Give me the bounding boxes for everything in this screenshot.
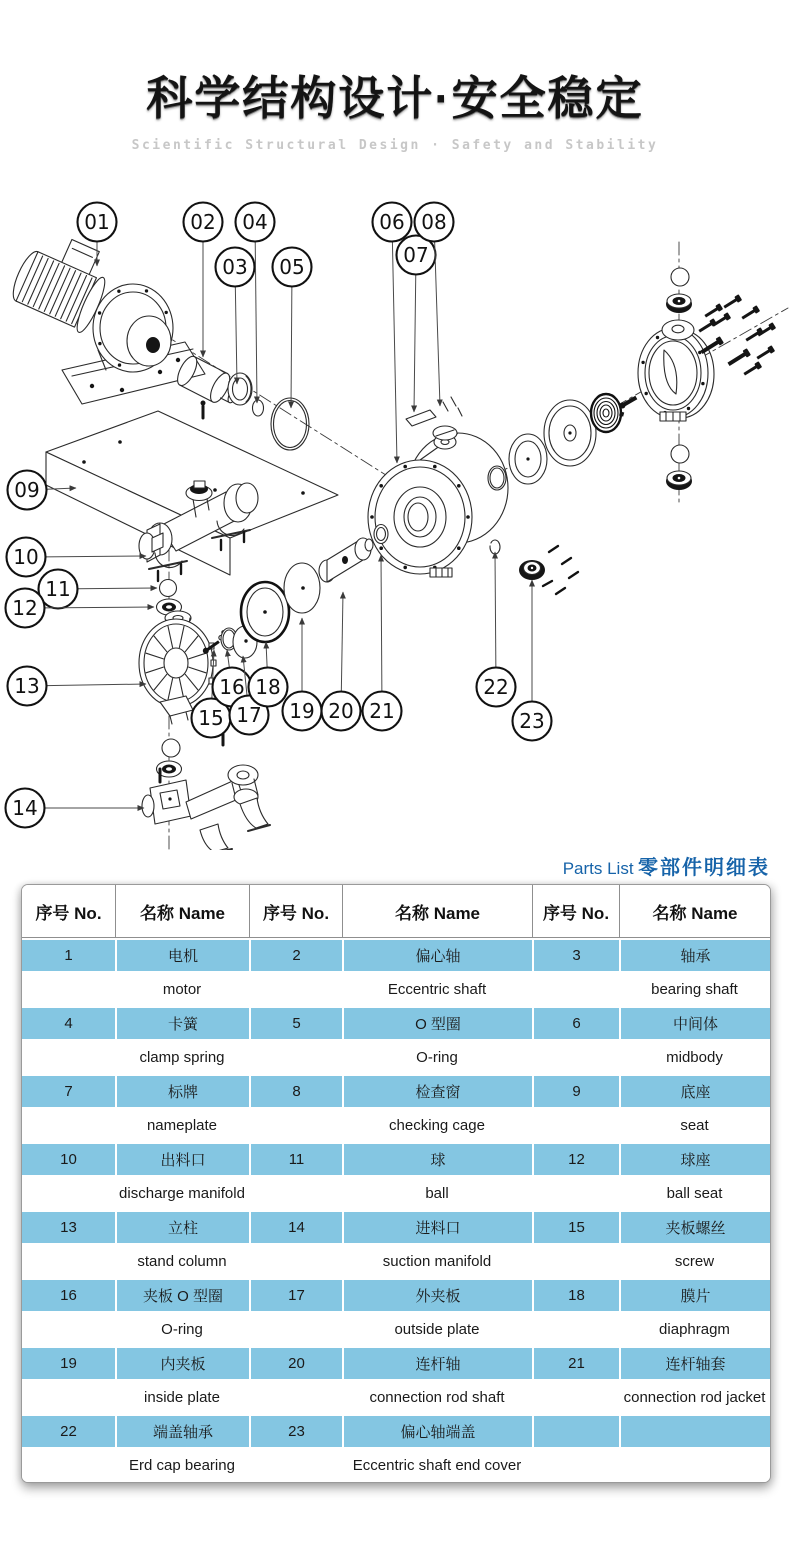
leader-line: [341, 592, 343, 692]
spacer-cell: [532, 972, 619, 1006]
leader-line: [414, 274, 416, 412]
part-name-en-cell: screw: [619, 1244, 770, 1278]
page-title: 科学结构设计·安全稳定: [146, 72, 644, 124]
parts-row-zh: [22, 1278, 770, 1312]
part-number-cell: 1: [22, 938, 115, 972]
part-name-zh-cell: 球: [342, 1142, 532, 1176]
part-name-en-cell: [619, 1448, 770, 1482]
part-name-en-cell: outside plate: [342, 1312, 532, 1346]
balloon-label-22: 22: [483, 675, 509, 699]
part-number-cell: 4: [22, 1006, 115, 1040]
spacer-cell: [249, 1380, 342, 1414]
balloon-label-21: 21: [369, 699, 395, 723]
parts-row-zh: [22, 1346, 770, 1380]
part-name-en-cell: clamp spring: [115, 1040, 249, 1074]
spacer-cell: [22, 1040, 115, 1074]
spacer-cell: [532, 1108, 619, 1142]
part-name-en-cell: Eccentric shaft end cover: [342, 1448, 532, 1482]
part-number-cell: 19: [22, 1346, 115, 1380]
exploded-diagram: [0, 190, 790, 850]
part-name-en-cell: midbody: [619, 1040, 770, 1074]
parts-row-en: [22, 1244, 770, 1278]
balloon-label-13: 13: [14, 674, 40, 698]
part-number-cell: 7: [22, 1074, 115, 1108]
part-name-zh-cell: 夹板螺丝: [619, 1210, 770, 1244]
balloon-label-01: 01: [84, 210, 110, 234]
balloon-label-23: 23: [519, 709, 545, 733]
spacer-cell: [22, 1244, 115, 1278]
part-name-en-cell: ball: [342, 1176, 532, 1210]
outer-casing-drawing: [638, 320, 714, 421]
leader-line: [392, 241, 397, 463]
motor-drawing: [7, 225, 205, 404]
spacer-cell: [22, 1312, 115, 1346]
spacer-cell: [532, 1312, 619, 1346]
ball-drawing: [160, 580, 177, 597]
balloon-label-08: 08: [421, 210, 447, 234]
leader-line: [266, 642, 267, 668]
balloon-label-06: 06: [379, 210, 405, 234]
balloon-label-03: 03: [222, 255, 248, 279]
leader-line: [435, 241, 440, 406]
parts-row-zh: [22, 1414, 770, 1448]
part-name-en-cell: O-ring: [115, 1312, 249, 1346]
part-name-zh-cell: 立柱: [115, 1210, 249, 1244]
part-name-zh-cell: 连杆轴: [342, 1346, 532, 1380]
part-number-cell: 13: [22, 1210, 115, 1244]
part-name-en-cell: connection rod jacket: [619, 1380, 770, 1414]
part-name-zh-cell: 进料口: [342, 1210, 532, 1244]
parts-row-zh: [22, 1142, 770, 1176]
part-number-cell: 17: [249, 1278, 342, 1312]
balloon-label-10: 10: [13, 545, 39, 569]
part-name-zh-cell: 出料口: [115, 1142, 249, 1176]
part-number-cell: [532, 1414, 619, 1448]
part-name-zh-cell: 轴承: [619, 938, 770, 972]
parts-row-zh: [22, 938, 770, 972]
part-name-en-cell: O-ring: [342, 1040, 532, 1074]
part-name-zh-cell: 夹板 O 型圈: [115, 1278, 249, 1312]
leader-line: [45, 556, 146, 557]
balloon-label-05: 05: [279, 255, 305, 279]
header-name-3: 名称 Name: [619, 885, 770, 938]
part-number-cell: 10: [22, 1142, 115, 1176]
parts-row-en: [22, 1176, 770, 1210]
part-name-zh-cell: 检查窗: [342, 1074, 532, 1108]
end-cover-bearing-drawing: [519, 546, 578, 594]
parts-list-label-zh: 零部件明细表: [638, 857, 770, 879]
part-name-en-cell: seat: [619, 1108, 770, 1142]
header-name-2: 名称 Name: [342, 885, 532, 938]
diaphragm-chain-drawing: [488, 394, 641, 490]
part-number-cell: 12: [532, 1142, 619, 1176]
spacer-cell: [249, 1108, 342, 1142]
leader-line: [77, 588, 157, 589]
bearing-drawing: [228, 373, 252, 405]
part-name-zh-cell: 外夹板: [342, 1278, 532, 1312]
balloon-label-14: 14: [12, 796, 38, 820]
balloon-label-18: 18: [255, 675, 281, 699]
part-name-zh-cell: 端盖轴承: [115, 1414, 249, 1448]
balloon-label-04: 04: [242, 210, 268, 234]
part-number-cell: 15: [532, 1210, 619, 1244]
part-name-en-cell: checking cage: [342, 1108, 532, 1142]
part-name-zh-cell: [619, 1414, 770, 1448]
part-name-zh-cell: 偏心轴: [342, 938, 532, 972]
part-number-cell: 20: [249, 1346, 342, 1380]
leader-line: [235, 286, 237, 384]
part-name-zh-cell: 底座: [619, 1074, 770, 1108]
part-number-cell: 14: [249, 1210, 342, 1244]
balloon-label-11: 11: [45, 577, 71, 601]
spacer-cell: [532, 1380, 619, 1414]
spacer-cell: [22, 1176, 115, 1210]
part-number-cell: 6: [532, 1006, 619, 1040]
balloon-label-07: 07: [403, 243, 429, 267]
spacer-cell: [532, 1176, 619, 1210]
part-name-en-cell: suction manifold: [342, 1244, 532, 1278]
balloon-label-15: 15: [198, 706, 224, 730]
balloon-label-16: 16: [219, 675, 245, 699]
header-name-1: 名称 Name: [115, 885, 249, 938]
part-name-zh-cell: 标牌: [115, 1074, 249, 1108]
part-name-zh-cell: 中间体: [619, 1006, 770, 1040]
part-number-cell: 18: [532, 1278, 619, 1312]
leader-line: [495, 552, 496, 668]
spacer-cell: [249, 1176, 342, 1210]
part-name-en-cell: bearing shaft: [619, 972, 770, 1006]
balloon-label-12: 12: [12, 596, 38, 620]
spacer-cell: [249, 1244, 342, 1278]
leader-line: [227, 650, 229, 668]
spacer-cell: [22, 972, 115, 1006]
part-number-cell: 11: [249, 1142, 342, 1176]
part-name-zh-cell: O 型圈: [342, 1006, 532, 1040]
part-number-cell: 3: [532, 938, 619, 972]
part-number-cell: 9: [532, 1074, 619, 1108]
part-number-cell: 8: [249, 1074, 342, 1108]
leader-line: [255, 241, 257, 403]
rod-jacket-drawing: [374, 525, 388, 544]
parts-row-zh: [22, 1074, 770, 1108]
parts-table-panel: [21, 884, 771, 1483]
screws-drawing: [697, 294, 776, 377]
parts-row-en: [22, 1380, 770, 1414]
connection-rod-drawing: [319, 538, 373, 582]
balloon-label-20: 20: [328, 699, 354, 723]
parts-row-en: [22, 1448, 770, 1482]
part-name-en-cell: inside plate: [115, 1380, 249, 1414]
leader-line: [291, 286, 292, 408]
spacer-cell: [22, 1108, 115, 1142]
part-name-zh-cell: 球座: [619, 1142, 770, 1176]
spacer-cell: [249, 1040, 342, 1074]
part-name-en-cell: stand column: [115, 1244, 249, 1278]
spacer-cell: [22, 1448, 115, 1482]
balloon-label-02: 02: [190, 210, 216, 234]
part-number-cell: 16: [22, 1278, 115, 1312]
part-name-en-cell: ball seat: [619, 1176, 770, 1210]
part-name-zh-cell: 偏心轴端盖: [342, 1414, 532, 1448]
spacer-cell: [249, 1312, 342, 1346]
part-name-zh-cell: 膜片: [619, 1278, 770, 1312]
spacer-cell: [532, 1448, 619, 1482]
spacer-cell: [249, 1448, 342, 1482]
part-number-cell: 5: [249, 1006, 342, 1040]
page-subtitle: Scientific Structural Design · Safety and Stability: [131, 138, 659, 153]
part-number-cell: 23: [249, 1414, 342, 1448]
table-header-row: [22, 885, 770, 938]
suction-manifold-drawing: [142, 732, 270, 850]
balloon-label-19: 19: [289, 699, 315, 723]
part-name-en-cell: connection rod shaft: [342, 1380, 532, 1414]
part-name-en-cell: motor: [115, 972, 249, 1006]
spacer-cell: [249, 972, 342, 1006]
leader-line: [381, 555, 382, 692]
end-cap-ring-drawing: [490, 540, 500, 554]
midbody-drawing: [368, 433, 508, 577]
part-name-en-cell: discharge manifold: [115, 1176, 249, 1210]
parts-row-zh: [22, 1210, 770, 1244]
balloon-label-17: 17: [236, 703, 262, 727]
parts-row-en: [22, 972, 770, 1006]
parts-row-en: [22, 1108, 770, 1142]
part-name-en-cell: diaphragm: [619, 1312, 770, 1346]
part-number-cell: 21: [532, 1346, 619, 1380]
spacer-cell: [532, 1040, 619, 1074]
leader-line: [46, 684, 146, 686]
part-name-zh-cell: 内夹板: [115, 1346, 249, 1380]
header-no-1: 序号 No.: [22, 885, 115, 938]
spacer-cell: [22, 1380, 115, 1414]
diaphragm-drawing: [241, 582, 289, 642]
part-name-zh-cell: 连杆轴套: [619, 1346, 770, 1380]
shaft-screw-drawing: [201, 401, 206, 419]
parts-list-label-en: Parts List: [562, 859, 634, 878]
part-name-en-cell: Erd cap bearing: [115, 1448, 249, 1482]
parts-list-heading: [563, 851, 770, 880]
part-name-zh-cell: 电机: [115, 938, 249, 972]
header-no-3: 序号 No.: [532, 885, 619, 938]
balloon-label-09: 09: [14, 478, 40, 502]
part-name-en-cell: nameplate: [115, 1108, 249, 1142]
part-number-cell: 22: [22, 1414, 115, 1448]
parts-table: [22, 885, 770, 1482]
part-name-zh-cell: 卡簧: [115, 1006, 249, 1040]
parts-row-en: [22, 1312, 770, 1346]
nameplate-drawing: [406, 410, 436, 426]
spacer-cell: [532, 1244, 619, 1278]
part-name-en-cell: Eccentric shaft: [342, 972, 532, 1006]
inside-plate-drawing: [284, 563, 320, 613]
parts-row-en: [22, 1040, 770, 1074]
header-no-2: 序号 No.: [249, 885, 342, 938]
o-ring-drawing: [271, 398, 309, 450]
clamp-spring-drawing: [253, 400, 264, 416]
part-number-cell: 2: [249, 938, 342, 972]
parts-row-zh: [22, 1006, 770, 1040]
